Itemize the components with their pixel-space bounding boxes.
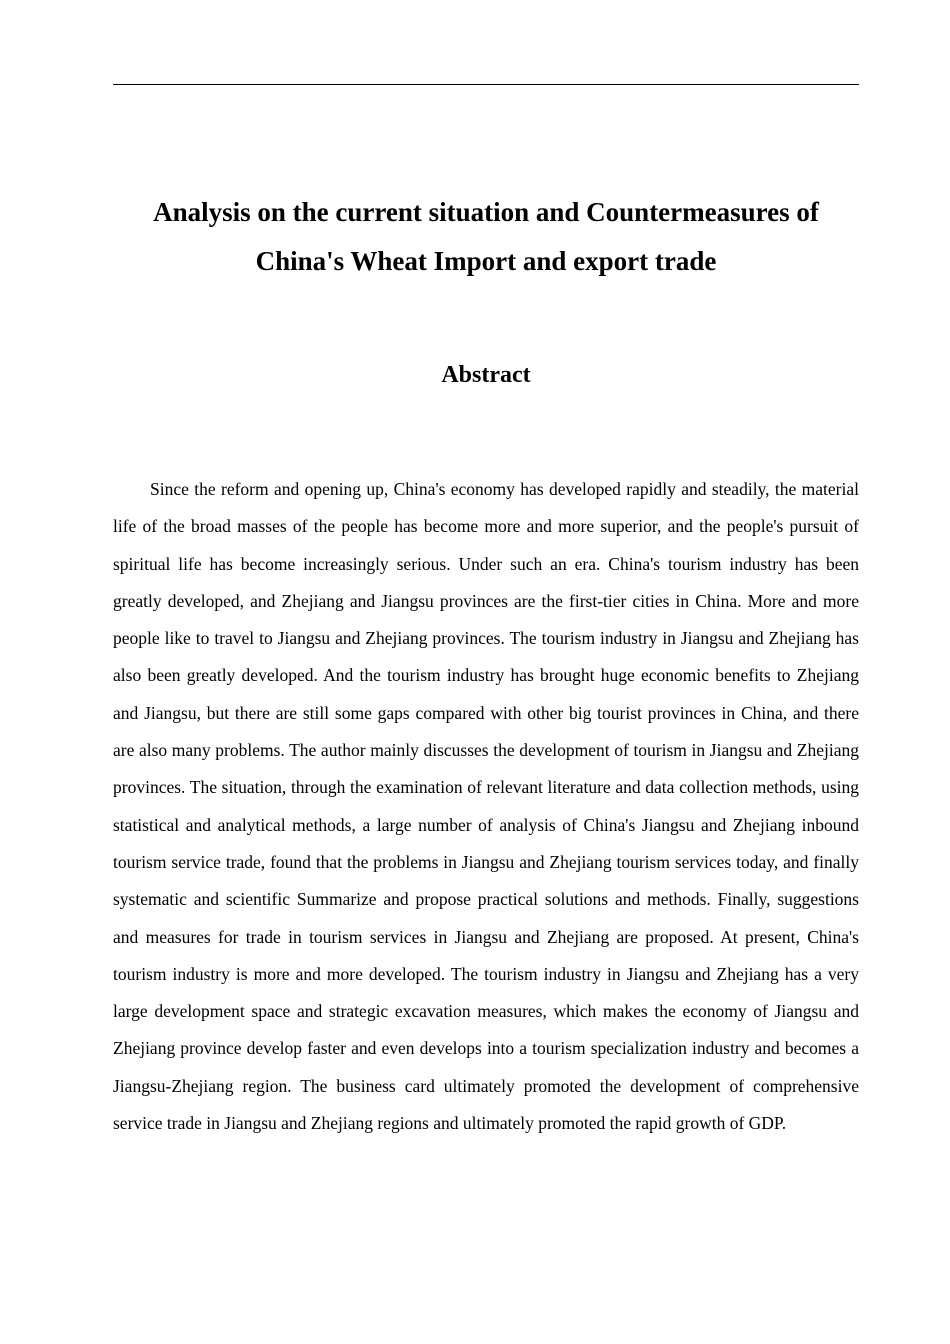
abstract-heading: Abstract (441, 362, 531, 388)
paper-title-line-1: Analysis on the current situation and Countermeasures of (153, 197, 819, 227)
paper-title-line-2: China's Wheat Import and export trade (255, 246, 717, 276)
paper-title (113, 188, 859, 286)
abstract-paragraph: Since the reform and opening up, China's economy has developed rapidly and steadily, the material life of the broad masses of the people has become more and more superior, and the people's pursuit of spiritual life has become increasingly serious. Under such an era. China's tourism industry has been greatly developed, and Zhejiang and Jiangsu provinces are the first-tier cities in China. More and more people like to travel to Jiangsu and Zhejiang provinces. The tourism industry in Jiangsu and Zhejiang has also been greatly developed. And the tourism industry has brought huge economic benefits to Zhejiang and Jiangsu, but there are still some gaps compared with other big tourist provinces in China, and there are also many problems. The author mainly discusses the development of tourism in Jiangsu and Zhejiang provinces. The situation, through the examination of relevant literature and data collection methods, using statistical and analytical methods, a large number of analysis of China's Jiangsu and Zhejiang inbound tourism service trade, found that the problems in Jiangsu and Zhejiang tourism services today, and finally systematic and scientific Summarize and propose practical solutions and methods. Finally, suggestions and measures for trade in tourism services in Jiangsu and Zhejiang are proposed. At present, China's tourism industry is more and more developed. The tourism industry in Jiangsu and Zhejiang has a very large development space and strategic excavation measures, which makes the economy of Jiangsu and Zhejiang province develop faster and even develops into a tourism specialization industry and becomes a Jiangsu-Zhejiang region. The business card ultimately promoted the development of comprehensive service trade in Jiangsu and Zhejiang regions and ultimately promoted the rapid growth of GDP. (113, 479, 859, 1134)
header-rule (113, 84, 859, 85)
